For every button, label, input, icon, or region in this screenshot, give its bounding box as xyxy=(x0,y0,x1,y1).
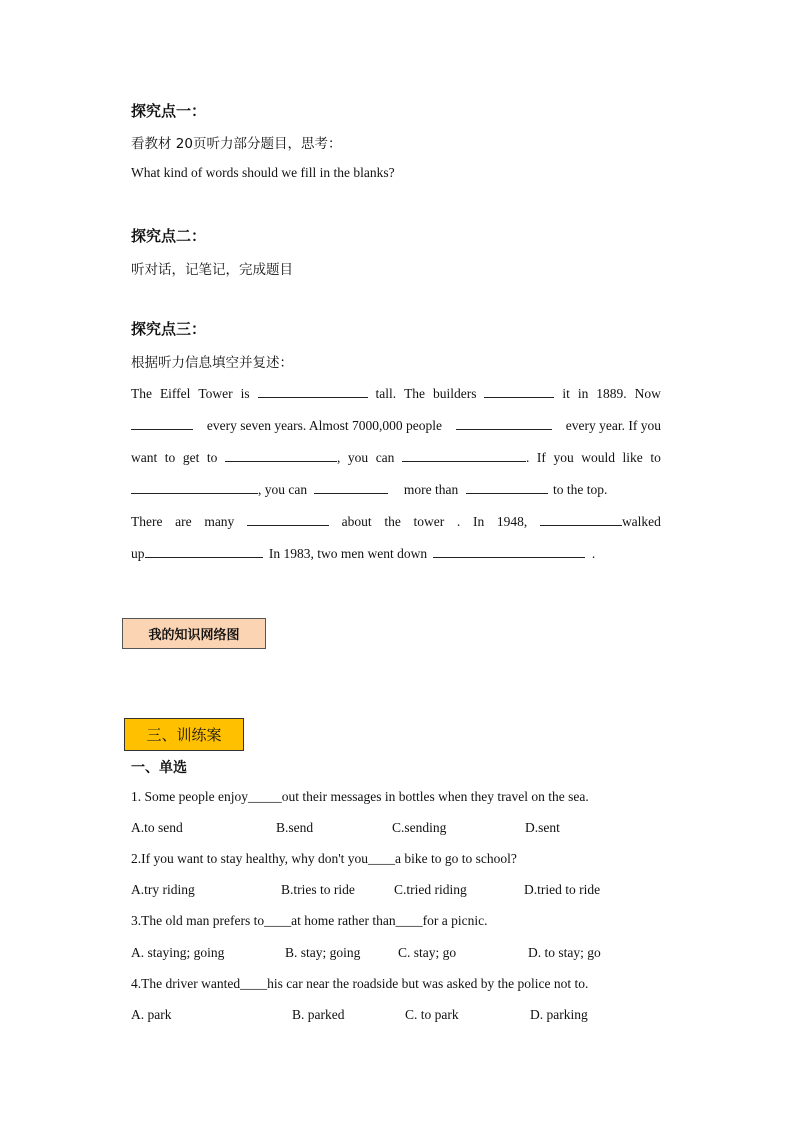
cloze-line: want to get to , you can . If you would like to xyxy=(131,447,661,466)
option-b[interactable]: B. stay; going xyxy=(285,945,361,960)
cloze-line: The Eiffel Tower is tall. The builders it in 1889. Now xyxy=(131,383,661,402)
cloze-line: up In 1983, two men went down . xyxy=(131,543,661,562)
section1-instruction: 看教材 20页听力部分题目，思考： xyxy=(131,136,342,152)
answer-blank[interactable] xyxy=(314,479,388,494)
option-d[interactable]: D.sent xyxy=(525,820,560,835)
answer-blank[interactable] xyxy=(145,543,263,558)
answer-blank[interactable] xyxy=(484,383,554,398)
section3-heading: 探究点三： xyxy=(131,320,207,338)
section2-heading: 探究点二： xyxy=(131,227,207,245)
cloze-passage xyxy=(131,383,661,562)
option-c[interactable]: C. stay; go xyxy=(398,945,457,960)
option-a[interactable]: A.to send xyxy=(131,820,183,835)
knowledge-map-label: 我的知识网络图 xyxy=(122,618,266,649)
cloze-line: There are many about the tower . In 1948, walked xyxy=(131,511,661,530)
option-d[interactable]: D. to stay; go xyxy=(528,945,601,960)
answer-blank[interactable] xyxy=(225,447,337,462)
answer-blank[interactable] xyxy=(540,511,622,526)
option-b[interactable]: B.tries to ride xyxy=(281,882,355,897)
question-stem: 1. Some people enjoy_____out their messages in bottles when they travel on the sea. xyxy=(131,789,589,804)
option-d[interactable]: D.tried to ride xyxy=(524,882,601,897)
option-c[interactable]: C.sending xyxy=(392,820,447,835)
option-a[interactable]: A.try riding xyxy=(131,882,195,897)
question-stem: 2.If you want to stay healthy, why don't you____a bike to go to school? xyxy=(131,851,517,866)
option-a[interactable]: A. park xyxy=(131,1007,172,1022)
option-c[interactable]: C. to park xyxy=(405,1007,459,1022)
answer-blank[interactable] xyxy=(131,479,258,494)
section1-question: What kind of words should we fill in the blanks? xyxy=(131,165,395,180)
option-b[interactable]: B.send xyxy=(276,820,314,835)
mcq-title: 一、单选 xyxy=(131,760,187,776)
question-stem: 3.The old man prefers to____at home rather than____for a picnic. xyxy=(131,913,488,928)
answer-blank[interactable] xyxy=(131,415,193,430)
answer-blank[interactable] xyxy=(247,511,329,526)
cloze-line: , you can more than to the top. xyxy=(131,479,661,498)
section3-instruction: 根据听力信息填空并复述： xyxy=(131,355,293,371)
training-section-label: 三、训练案 xyxy=(124,718,244,751)
answer-blank[interactable] xyxy=(402,447,526,462)
option-a[interactable]: A. staying; going xyxy=(131,945,225,960)
question-stem: 4.The driver wanted____his car near the roadside but was asked by the police not to. xyxy=(131,976,589,991)
answer-blank[interactable] xyxy=(258,383,368,398)
option-c[interactable]: C.tried riding xyxy=(394,882,467,897)
answer-blank[interactable] xyxy=(466,479,548,494)
section1-heading: 探究点一： xyxy=(131,102,207,120)
option-d[interactable]: D. parking xyxy=(530,1007,588,1022)
section2-instruction: 听对话，记笔记，完成题目 xyxy=(131,262,293,278)
option-b[interactable]: B. parked xyxy=(292,1007,345,1022)
cloze-line: every seven years. Almost 7000,000 people every year. If you xyxy=(131,415,661,434)
answer-blank[interactable] xyxy=(456,415,552,430)
answer-blank[interactable] xyxy=(433,543,585,558)
